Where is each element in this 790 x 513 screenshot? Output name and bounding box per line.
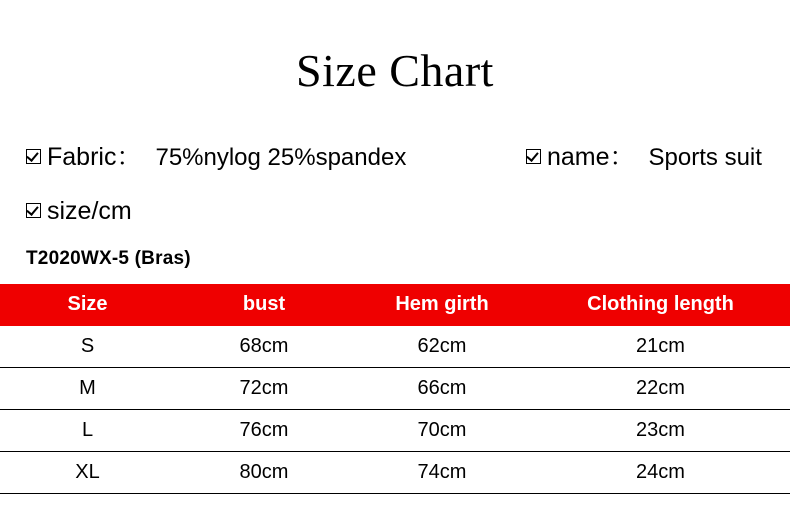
info-row-unit — [0, 197, 790, 226]
table-header-cell: Size — [0, 284, 175, 326]
table-cell: 66cm — [353, 367, 531, 409]
table-header-row — [0, 284, 790, 326]
fabric-value: 75%nylog 25%spandex — [155, 143, 407, 171]
table-row — [0, 409, 790, 451]
table-header-cell: Hem girth — [353, 284, 531, 326]
fabric-label: Fabric： — [47, 142, 142, 171]
table-cell: 22cm — [531, 367, 790, 409]
table-cell: XL — [0, 451, 175, 493]
size-table — [0, 284, 790, 494]
table-cell: S — [0, 326, 175, 368]
table-cell: 24cm — [531, 451, 790, 493]
page-title: Size Chart — [296, 45, 494, 96]
unit-label: size/cm — [47, 196, 132, 225]
checkbox-icon — [526, 149, 541, 164]
table-row — [0, 451, 790, 493]
name-info — [526, 137, 762, 173]
table-row — [0, 326, 790, 368]
name-value: Sports suit — [648, 143, 762, 171]
table-header-cell: bust — [175, 284, 353, 326]
table-cell: 68cm — [175, 326, 353, 368]
table-cell: 80cm — [175, 451, 353, 493]
name-label: name： — [547, 142, 635, 171]
model-code: T2020WX-5 (Bras) — [26, 247, 191, 269]
table-cell: 72cm — [175, 367, 353, 409]
table-row — [0, 367, 790, 409]
table-header — [0, 284, 790, 326]
table-cell: 74cm — [353, 451, 531, 493]
table-cell: 76cm — [175, 409, 353, 451]
table-body — [0, 326, 790, 494]
table-cell: M — [0, 367, 175, 409]
table-header-cell: Clothing length — [531, 284, 790, 326]
table-cell: 23cm — [531, 409, 790, 451]
table-cell: 21cm — [531, 326, 790, 368]
fabric-info — [26, 137, 526, 173]
checkbox-icon — [26, 203, 41, 218]
checkbox-icon — [26, 149, 41, 164]
table-cell: 70cm — [353, 409, 531, 451]
info-row-primary — [0, 137, 790, 173]
unit-info — [26, 197, 132, 226]
table-cell: 62cm — [353, 326, 531, 368]
table-cell: L — [0, 409, 175, 451]
